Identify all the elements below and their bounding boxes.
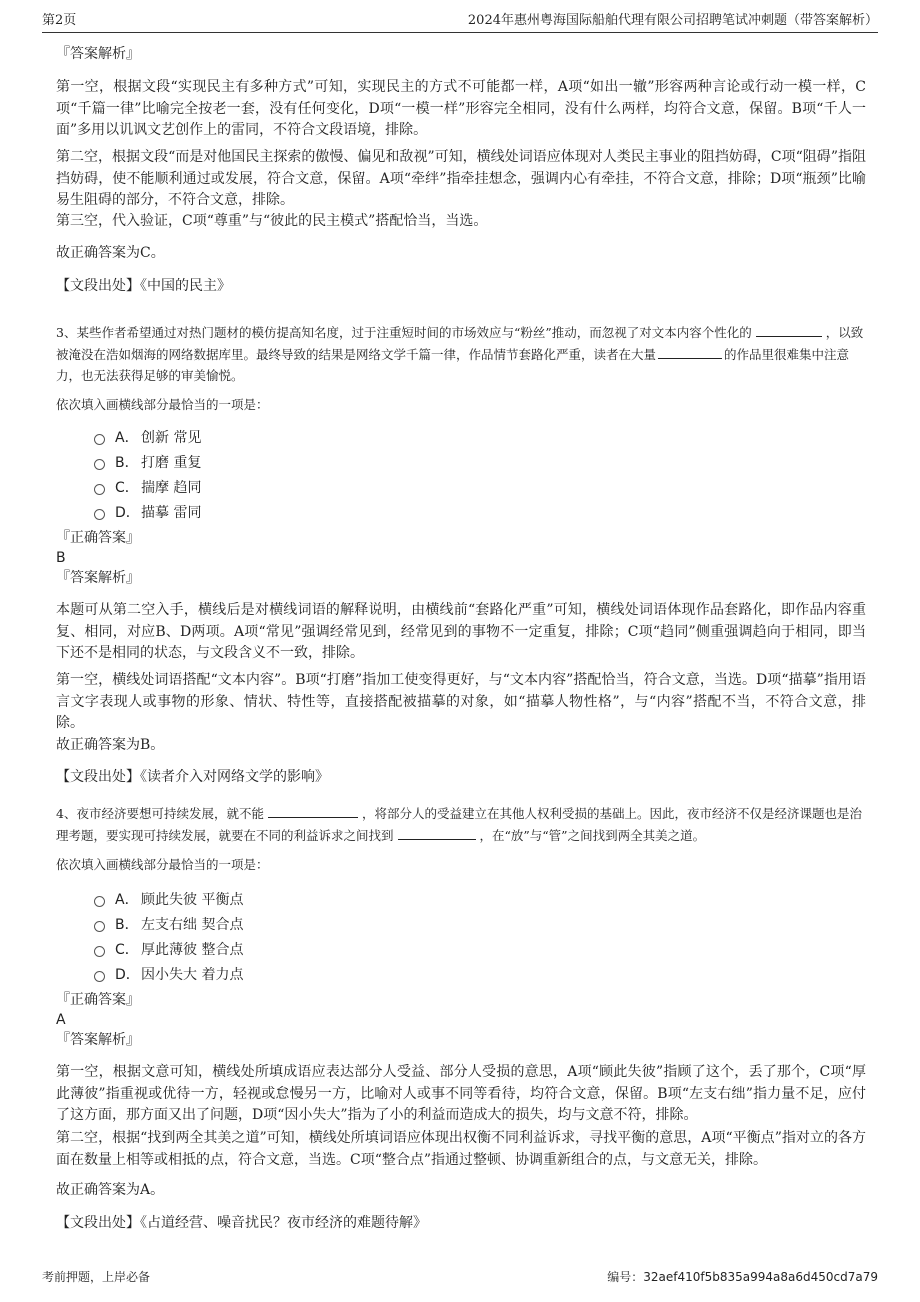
q4-option-c-text: 厚此薄彼 整合点 (141, 942, 244, 958)
q4-option-a-text: 顾此失彼 平衡点 (141, 892, 244, 908)
radio-icon[interactable] (94, 434, 105, 445)
q3-option-a-text: 创新 常见 (141, 430, 202, 446)
q2-answer-statement: 故正确答案为C。 (56, 245, 165, 261)
page-footer (42, 1268, 878, 1286)
page-header (42, 12, 878, 33)
document-title: 2024年惠州粤海国际船舶代理有限公司招聘笔试冲刺题（带答案解析） (467, 13, 878, 28)
q4-option-a[interactable]: A． 顾此失彼 平衡点 (94, 888, 243, 910)
radio-icon[interactable] (94, 509, 105, 520)
q4-blank-1 (268, 805, 358, 818)
q3-option-c-text: 揣摩 趋同 (141, 480, 202, 496)
q2-analysis-p1: 第一空，根据文段“实现民主有多种方式”可知，实现民主的方式不可能都一样，A项“如出一辙”形容两种言论或行动一模一样，C项“千篇一律”比喻完全按老一套，没有任何变化，D项“一模一样”形容完全相同，没有什么两样，均符合文意，保留。B项“千人一面”多用以讥讽文艺创作上的雷同，不符合文段语境，排除。 (56, 79, 866, 138)
q4-analysis-label: 『答案解析』 (56, 1032, 140, 1048)
q3-blank-1 (756, 324, 822, 337)
q3-stem-c: 的作品里很难集中注意力，也无法获得足够的审美愉悦。 (56, 346, 850, 383)
q3-analysis-p1: 本题可从第二空入手，横线后是对横线词语的解释说明，由横线前“套路化严重”可知，横线处词语体现作品套路化，即作品内容重复、相同，对应B、D两项。A项“常见”强调经常见到，经常见到的事物不一定重复，排除；C项“趋同”侧重强调趋向于相同，即当下还不是相同的状态，与文段含义不一致，排除。 (56, 602, 866, 661)
q3-answer-label: 『正确答案』 (56, 530, 140, 546)
q3-answer-statement: 故正确答案为B。 (56, 737, 165, 753)
q4-option-b[interactable]: B． 左支右绌 契合点 (94, 913, 243, 935)
footer-slogan: 考前押题，上岸必备 (42, 1270, 151, 1284)
q3-option-a[interactable]: A． 创新 常见 (94, 426, 201, 448)
q4-stem-c: ，在“放”与“管”之间找到两全其美之道。 (479, 827, 706, 843)
q4-stem-b: ，将部分人的受益建立在其他人权利受损的基础上。因此，夜市经济不仅是经济课题也是治理考题，要实现可持续发展，就要在不同的利益诉求之间找到 (56, 806, 862, 843)
q4-stem (56, 803, 866, 846)
q4-option-d-text: 因小失大 着力点 (141, 967, 244, 983)
q3-source: 【文段出处】《读者介入对网络文学的影响》 (56, 769, 329, 785)
q2-source: 【文段出处】《中国的民主》 (56, 278, 231, 294)
q3-option-c[interactable]: C． 揣摩 趋同 (94, 476, 201, 498)
q4-answer-statement: 故正确答案为A。 (56, 1182, 165, 1198)
radio-icon[interactable] (94, 896, 105, 907)
radio-icon[interactable] (94, 459, 105, 470)
radio-icon[interactable] (94, 946, 105, 957)
q3-option-d[interactable]: D． 描摹 雷同 (94, 501, 201, 523)
q3-stem-a: 3、某些作者希望通过对热门题材的模仿提高知名度，过于注重短时间的市场效应与“粉丝”推动，而忽视了对文本内容个性化的 (56, 325, 752, 340)
q4-option-c[interactable]: C． 厚此薄彼 整合点 (94, 938, 243, 960)
q3-answer: B (56, 550, 66, 566)
q3-option-d-text: 描摹 雷同 (141, 505, 202, 521)
q4-source: 【文段出处】《占道经营、噪音扰民？夜市经济的难题待解》 (56, 1215, 427, 1231)
q4-blank-2 (398, 827, 476, 840)
q4-prompt: 依次填入画横线部分最恰当的一项是： (56, 857, 269, 872)
q2-analysis-label: 『答案解析』 (56, 46, 140, 62)
q4-answer: A (56, 1012, 66, 1028)
q3-prompt: 依次填入画横线部分最恰当的一项是： (56, 397, 269, 412)
q3-analysis-p2: 第一空，横线处词语搭配“文本内容”。B项“打磨”指加工使变得更好，与“文本内容”搭配恰当，符合文意，当选。D项“描摹”指用语言文字表现人或事物的形象、情状、特性等，直接搭配被描摹的对象，如“描摹人物性格”，与“内容”搭配不当，不符合文意，排除。 (56, 672, 866, 731)
q4-answer-label: 『正确答案』 (56, 992, 140, 1008)
page-number: 第2页 (42, 13, 77, 28)
q3-stem (56, 322, 866, 387)
radio-icon[interactable] (94, 484, 105, 495)
q3-stem-b: ，以致被淹没在浩如烟海的网络数据库里。最终导致的结果是网络文学千篇一律，作品情节套路化严重，读者在大量 (56, 325, 864, 362)
q3-option-b[interactable]: B． 打磨 重复 (94, 451, 201, 473)
q2-analysis-p3: 第三空，代入验证，C项“尊重”与“彼此的民主模式”搭配恰当，当选。 (56, 213, 488, 229)
q3-analysis-label: 『答案解析』 (56, 570, 140, 586)
q3-blank-2 (658, 346, 722, 359)
q4-option-d[interactable]: D． 因小失大 着力点 (94, 963, 243, 985)
q2-analysis-p2: 第二空，根据文段“而是对他国民主探索的傲慢、偏见和敌视”可知，横线处词语应体现对人类民主事业的阻挡妨碍，C项“阻碍”指阻挡妨碍，使不能顺利通过或发展，符合文意，保留。A项“牵绊”指牵挂想念，强调内心有牵挂，不符合文意，排除；D项“瓶颈”比喻易生阻碍的部分，不符合文意，排除。 (56, 149, 866, 208)
radio-icon[interactable] (94, 971, 105, 982)
radio-icon[interactable] (94, 921, 105, 932)
q4-stem-a: 4、夜市经济要想可持续发展，就不能 (56, 806, 264, 821)
document-code: 编号：32aef410f5b835a994a8a6d450cd7a79 (607, 1270, 878, 1284)
q4-analysis-p2: 第二空，根据“找到两全其美之道”可知，横线处所填词语应体现出权衡不同利益诉求，寻找平衡的意思，A项“平衡点”指对立的各方面在数量上相等或相抵的点，符合文意，当选。C项“整合点”指通过整顿、协调重新组合的点，与文意无关，排除。 (56, 1130, 866, 1168)
q3-option-b-text: 打磨 重复 (141, 455, 202, 471)
q4-analysis-p1: 第一空，根据文意可知，横线处所填成语应表达部分人受益、部分人受损的意思，A项“顾此失彼”指顾了这个，丢了那个，C项“厚此薄彼”指重视或优待一方，轻视或怠慢另一方，比喻对人或事不同等看待，均符合文意，保留。B项“左支右绌”指力量不足，应付了这方面，那方面又出了问题，D项“因小失大”指为了小的利益而造成大的损失，均与文意不符，排除。 (56, 1064, 866, 1123)
q4-option-b-text: 左支右绌 契合点 (141, 917, 244, 933)
